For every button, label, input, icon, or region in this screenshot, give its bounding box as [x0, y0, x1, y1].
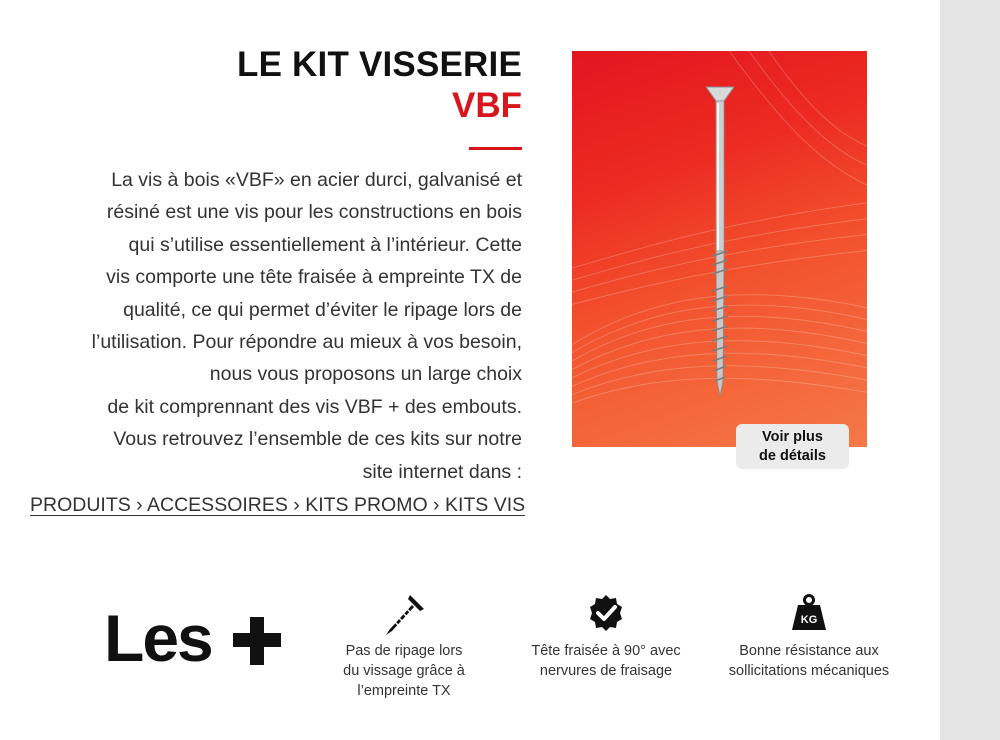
advantage-item: [516, 593, 696, 681]
advantage-text: Pas de ripage lors: [345, 643, 463, 659]
title-divider: [469, 147, 522, 150]
details-button-label-2: de détails: [759, 448, 826, 464]
title-line-1: LE KIT VISSERIE: [237, 45, 522, 84]
advantage-item: [318, 593, 490, 701]
title-line-2: VBF: [452, 86, 522, 125]
page-title: [140, 44, 522, 126]
description-line: site internet dans :: [362, 460, 522, 483]
weight-badge-text: KG: [800, 614, 818, 626]
details-button-label-1: Voir plus: [762, 429, 823, 445]
advantage-text: du vissage grâce à: [343, 663, 465, 679]
side-strip: [940, 0, 1000, 740]
description-line: de kit comprennant des vis VBF + des embouts.: [107, 395, 522, 418]
screw-icon: [318, 593, 490, 637]
weight-kg-icon: [712, 593, 906, 637]
product-description: [30, 164, 522, 488]
advantages-title: Les: [104, 601, 212, 675]
advantage-text: Bonne résistance aux: [739, 643, 879, 659]
advantage-text: l’empreinte TX: [357, 683, 451, 699]
advantage-text: sollicitations mécaniques: [728, 663, 890, 679]
check-badge-icon: [516, 593, 696, 637]
description-line: nous vous proposons un large choix: [209, 363, 522, 386]
product-image: [572, 51, 867, 447]
details-button[interactable]: [736, 424, 849, 469]
description-line: La vis à bois «VBF» en acier durci, galvanisé et: [111, 169, 522, 191]
description-line: l’utilisation. Pour répondre au mieux à vos besoin,: [91, 331, 522, 354]
plus-icon: [233, 617, 281, 665]
description-line: qui s’utilise essentiellement à l’intérieur. Cette: [128, 233, 522, 256]
screw-photo-icon: [572, 51, 867, 447]
description-line: qualité, ce qui permet d’éviter le ripage lors de: [123, 298, 522, 321]
advantage-text: nervures de fraisage: [539, 663, 673, 679]
description-line: Vous retrouvez l’ensemble de ces kits sur notre: [113, 428, 522, 451]
description-line: vis comporte une tête fraisée à empreinte TX de: [106, 266, 522, 289]
advantage-text: Tête fraisée à 90° avec: [531, 643, 681, 659]
advantage-item: [712, 593, 906, 681]
description-line: résiné est une vis pour les constructions en bois: [106, 201, 522, 224]
breadcrumb: [30, 489, 526, 521]
breadcrumb-link[interactable]: PRODUITS › ACCESSOIRES › KITS PROMO › KITS VIS: [30, 494, 526, 516]
